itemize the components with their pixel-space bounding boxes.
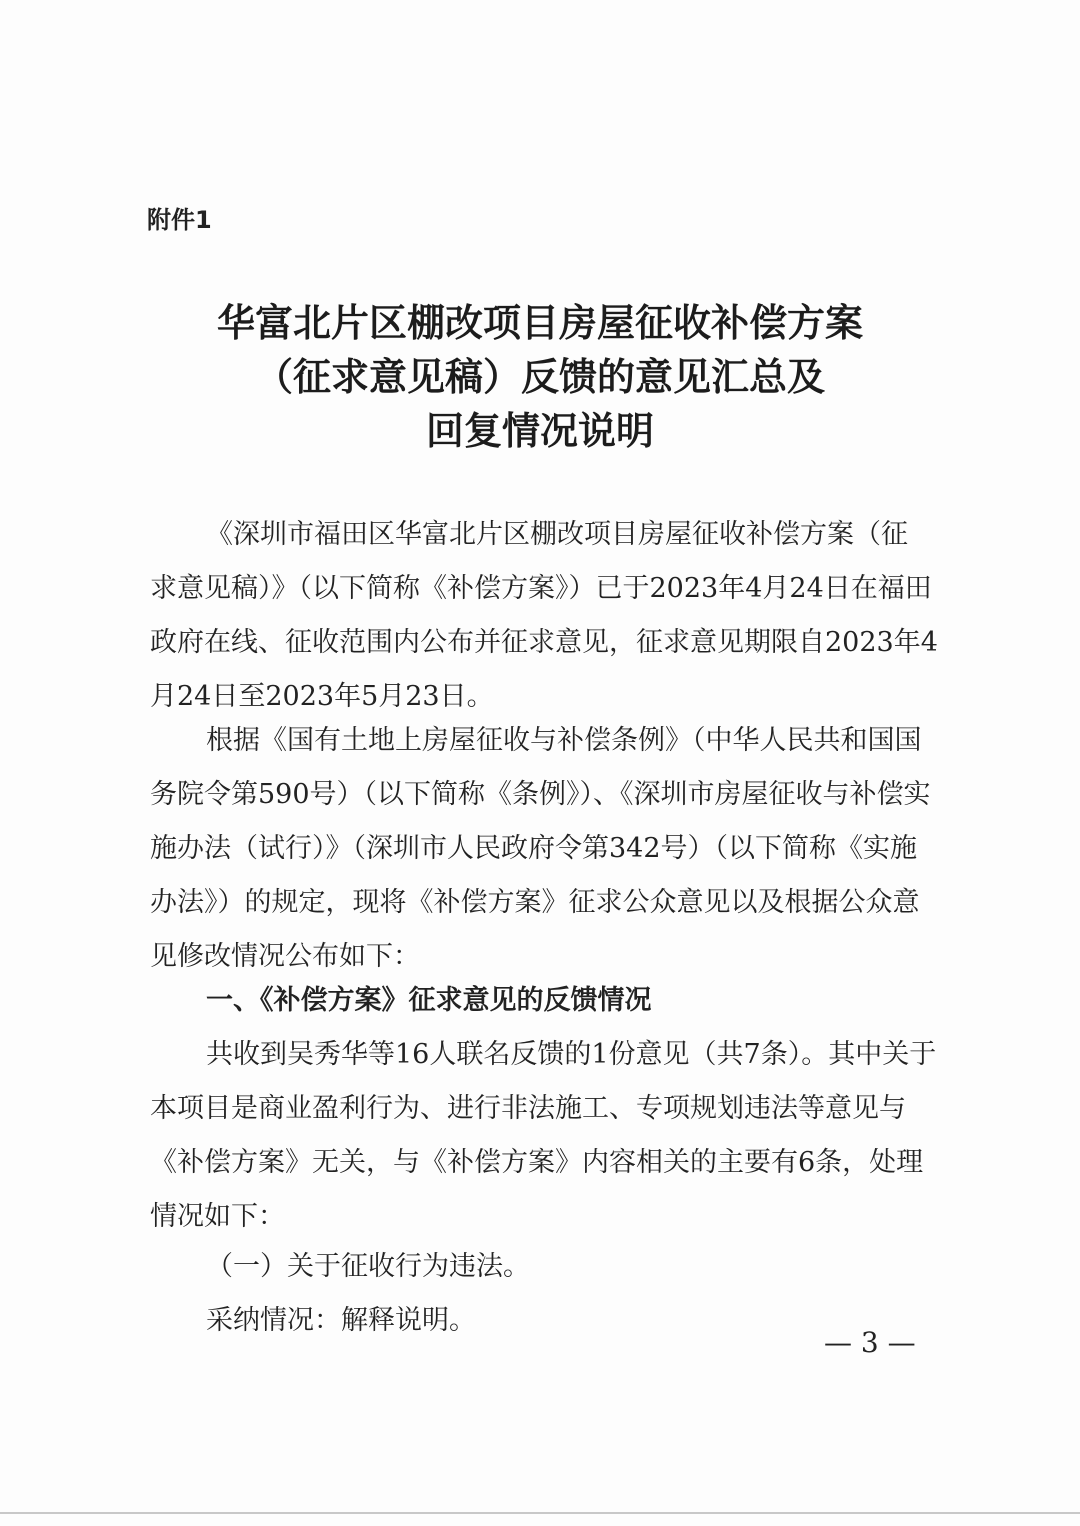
paragraph-2-line-5: 见修改情况公布如下： (150, 941, 420, 972)
document-title (0, 296, 1080, 458)
title-line-1: 华富北片区棚改项目房屋征收补偿方案 (216, 301, 863, 345)
section-paragraph-line-1: 共收到吴秀华等16人联名反馈的1份意见（共7条）。其中关于 (206, 1039, 937, 1070)
page-number: — 3 — (824, 1326, 916, 1359)
adoption-line: 采纳情况：解释说明。 (206, 1305, 476, 1336)
title-line-2: （征求意见稿）反馈的意见汇总及 (254, 355, 825, 399)
section-heading: 一、《补偿方案》征求意见的反馈情况 (206, 985, 652, 1016)
attachment-label: 附件1 (147, 206, 212, 234)
paragraph-1-line-1: 《深圳市福田区华富北片区棚改项目房屋征收补偿方案（征 (206, 519, 908, 550)
section-heading-block (150, 974, 950, 1028)
subsection-heading: （一）关于征收行为违法。 (206, 1251, 530, 1282)
paragraph-1-line-4: 月24日至2023年5月23日。 (150, 681, 494, 712)
section-paragraph-line-2: 本项目是商业盈利行为、进行非法施工、专项规划违法等意见与 (150, 1093, 906, 1124)
section-paragraph (150, 1028, 950, 1244)
paragraph-2-line-2: 务院令第590号）（以下简称《条例》）、《深圳市房屋征收与补偿实 (150, 779, 931, 810)
paragraph-2 (150, 714, 950, 984)
title-line-3: 回复情况说明 (425, 409, 654, 453)
section-paragraph-line-3: 《补偿方案》无关，与《补偿方案》内容相关的主要有6条，处理 (150, 1147, 924, 1178)
paragraph-1-line-3: 政府在线、征收范围内公布并征求意见，征求意见期限自2023年4 (150, 627, 938, 658)
paragraph-2-line-3: 施办法（试行）》（深圳市人民政府令第342号）（以下简称《实施 (150, 833, 918, 864)
paragraph-2-line-1: 根据《国有土地上房屋征收与补偿条例》（中华人民共和国国 (206, 725, 922, 756)
scan-edge-divider (0, 1512, 1080, 1514)
paragraph-2-line-4: 办法》）的规定，现将《补偿方案》征求公众意见以及根据公众意 (150, 887, 920, 918)
section-paragraph-line-4: 情况如下： (150, 1201, 285, 1232)
paragraph-1-line-2: 求意见稿）》（以下简称《补偿方案》）已于2023年4月24日在福田 (150, 573, 932, 604)
paragraph-1 (150, 508, 950, 724)
